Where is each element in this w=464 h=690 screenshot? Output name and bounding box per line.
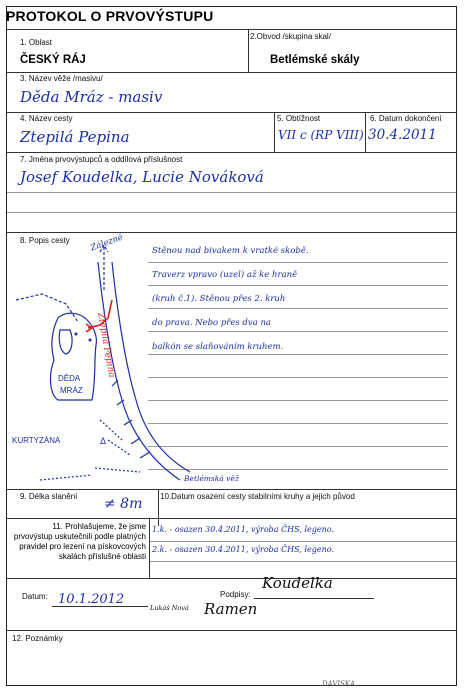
form-title: PROTOKOL O PRVOVÝSTUPU	[6, 8, 214, 24]
divider	[158, 489, 159, 526]
bolt-ring	[75, 333, 78, 336]
field-4-value: Ztepilá Pepina	[20, 128, 130, 146]
field-2-value: Betlémské skály	[270, 54, 360, 66]
signature-top: Koudelka	[262, 574, 333, 592]
route-line-1: Stěnou nad bivakem k vratké skobě.	[152, 246, 309, 256]
route-line-4: do prava. Nebo přes dva na	[152, 318, 271, 328]
signature-label: Podpisy:	[220, 590, 251, 599]
field-9-label: 9. Délka slanění	[20, 492, 78, 501]
field-4-label: 4. Název cesty	[20, 114, 73, 123]
field-1-label: 1. Oblast	[20, 38, 53, 47]
field-3-label: 3. Název věže /masivu/	[20, 74, 103, 83]
ground-line	[40, 420, 140, 480]
field-11-declaration: 11. Prohlašujeme, že jsme prvovýstup uskutečnili podle platných pravidel pro lezení na pískovcových skalách příslušné oblasti	[13, 522, 146, 561]
field-8-label: 8. Popis cesty	[20, 236, 70, 245]
field-1-value: ČESKÝ RÁJ	[20, 54, 86, 66]
rock-outline	[112, 262, 190, 472]
route-line-3: (kruh č.1). Stěnou přes 2. kruh	[152, 294, 286, 304]
field-10-label: 10.Datum osazení cesty stabilními kruhy a jejich původ	[160, 492, 355, 501]
field-12-label: 12. Poznámky	[12, 634, 63, 643]
ruled-line	[150, 561, 456, 562]
topo-path-label: Betlémská věž	[184, 474, 239, 483]
field-2-label: 2.Obvod /skupina skal/	[250, 32, 331, 41]
signature-prefix: Lukáš Nová	[150, 604, 189, 612]
topo-neighbor-mark: Δ	[100, 436, 107, 446]
field-5-value: VII c (RP VIII)	[278, 128, 364, 142]
topo-tower-label-1: DĚDA	[58, 374, 81, 383]
bolt-ring	[89, 339, 92, 342]
field-6-label: 6. Datum dokončení	[370, 114, 442, 123]
field-6-value: 30.4.2011	[368, 127, 437, 143]
topo-summit-label: Zálezné	[89, 232, 125, 254]
topo-neighbor-label: KURTYZÁNA	[12, 436, 61, 445]
ruled-line	[150, 541, 456, 542]
divider	[7, 578, 456, 579]
field-5-label: 5. Obtížnost	[277, 114, 321, 123]
field-7-value: Josef Koudelka, Lucie Nováková	[20, 168, 264, 186]
field-7-label: 7. Jména prvovýstupců a oddílová příslušnost	[20, 155, 183, 164]
divider	[7, 630, 456, 631]
topo-tower-label-2: MRÁZ	[60, 386, 83, 395]
field-3-value: Děda Mráz - masiv	[20, 88, 163, 106]
arrow-up	[100, 245, 108, 290]
date-label: Datum:	[22, 592, 48, 601]
tower-inner	[59, 330, 72, 354]
ground-line	[16, 294, 78, 322]
bottom-scrawl: DAVISKA	[322, 680, 355, 688]
route-line-2: Traverz vpravo (uzel) až ke hraně	[152, 270, 298, 280]
date-value: 10.1.2012	[58, 592, 125, 607]
anchor-line-1: 1.k. - osazen 30.4.2011, výroba ČHS, legeno.	[152, 525, 334, 534]
topo-route-label: Ztepilá Pepina	[95, 312, 117, 379]
field-9-value: ≠ 8m	[104, 496, 143, 512]
divider	[7, 518, 456, 519]
divider	[7, 489, 456, 490]
date-underline	[52, 606, 148, 607]
divider	[149, 518, 150, 578]
signature-underline	[254, 598, 374, 599]
signature-bottom: Ramen	[204, 600, 258, 618]
anchor-line-2: 2.k. - osazen 30.4.2011, výroba ČHS, legeno.	[152, 545, 334, 554]
route-line-5: balkón se slaňováním kruhem.	[152, 342, 284, 352]
